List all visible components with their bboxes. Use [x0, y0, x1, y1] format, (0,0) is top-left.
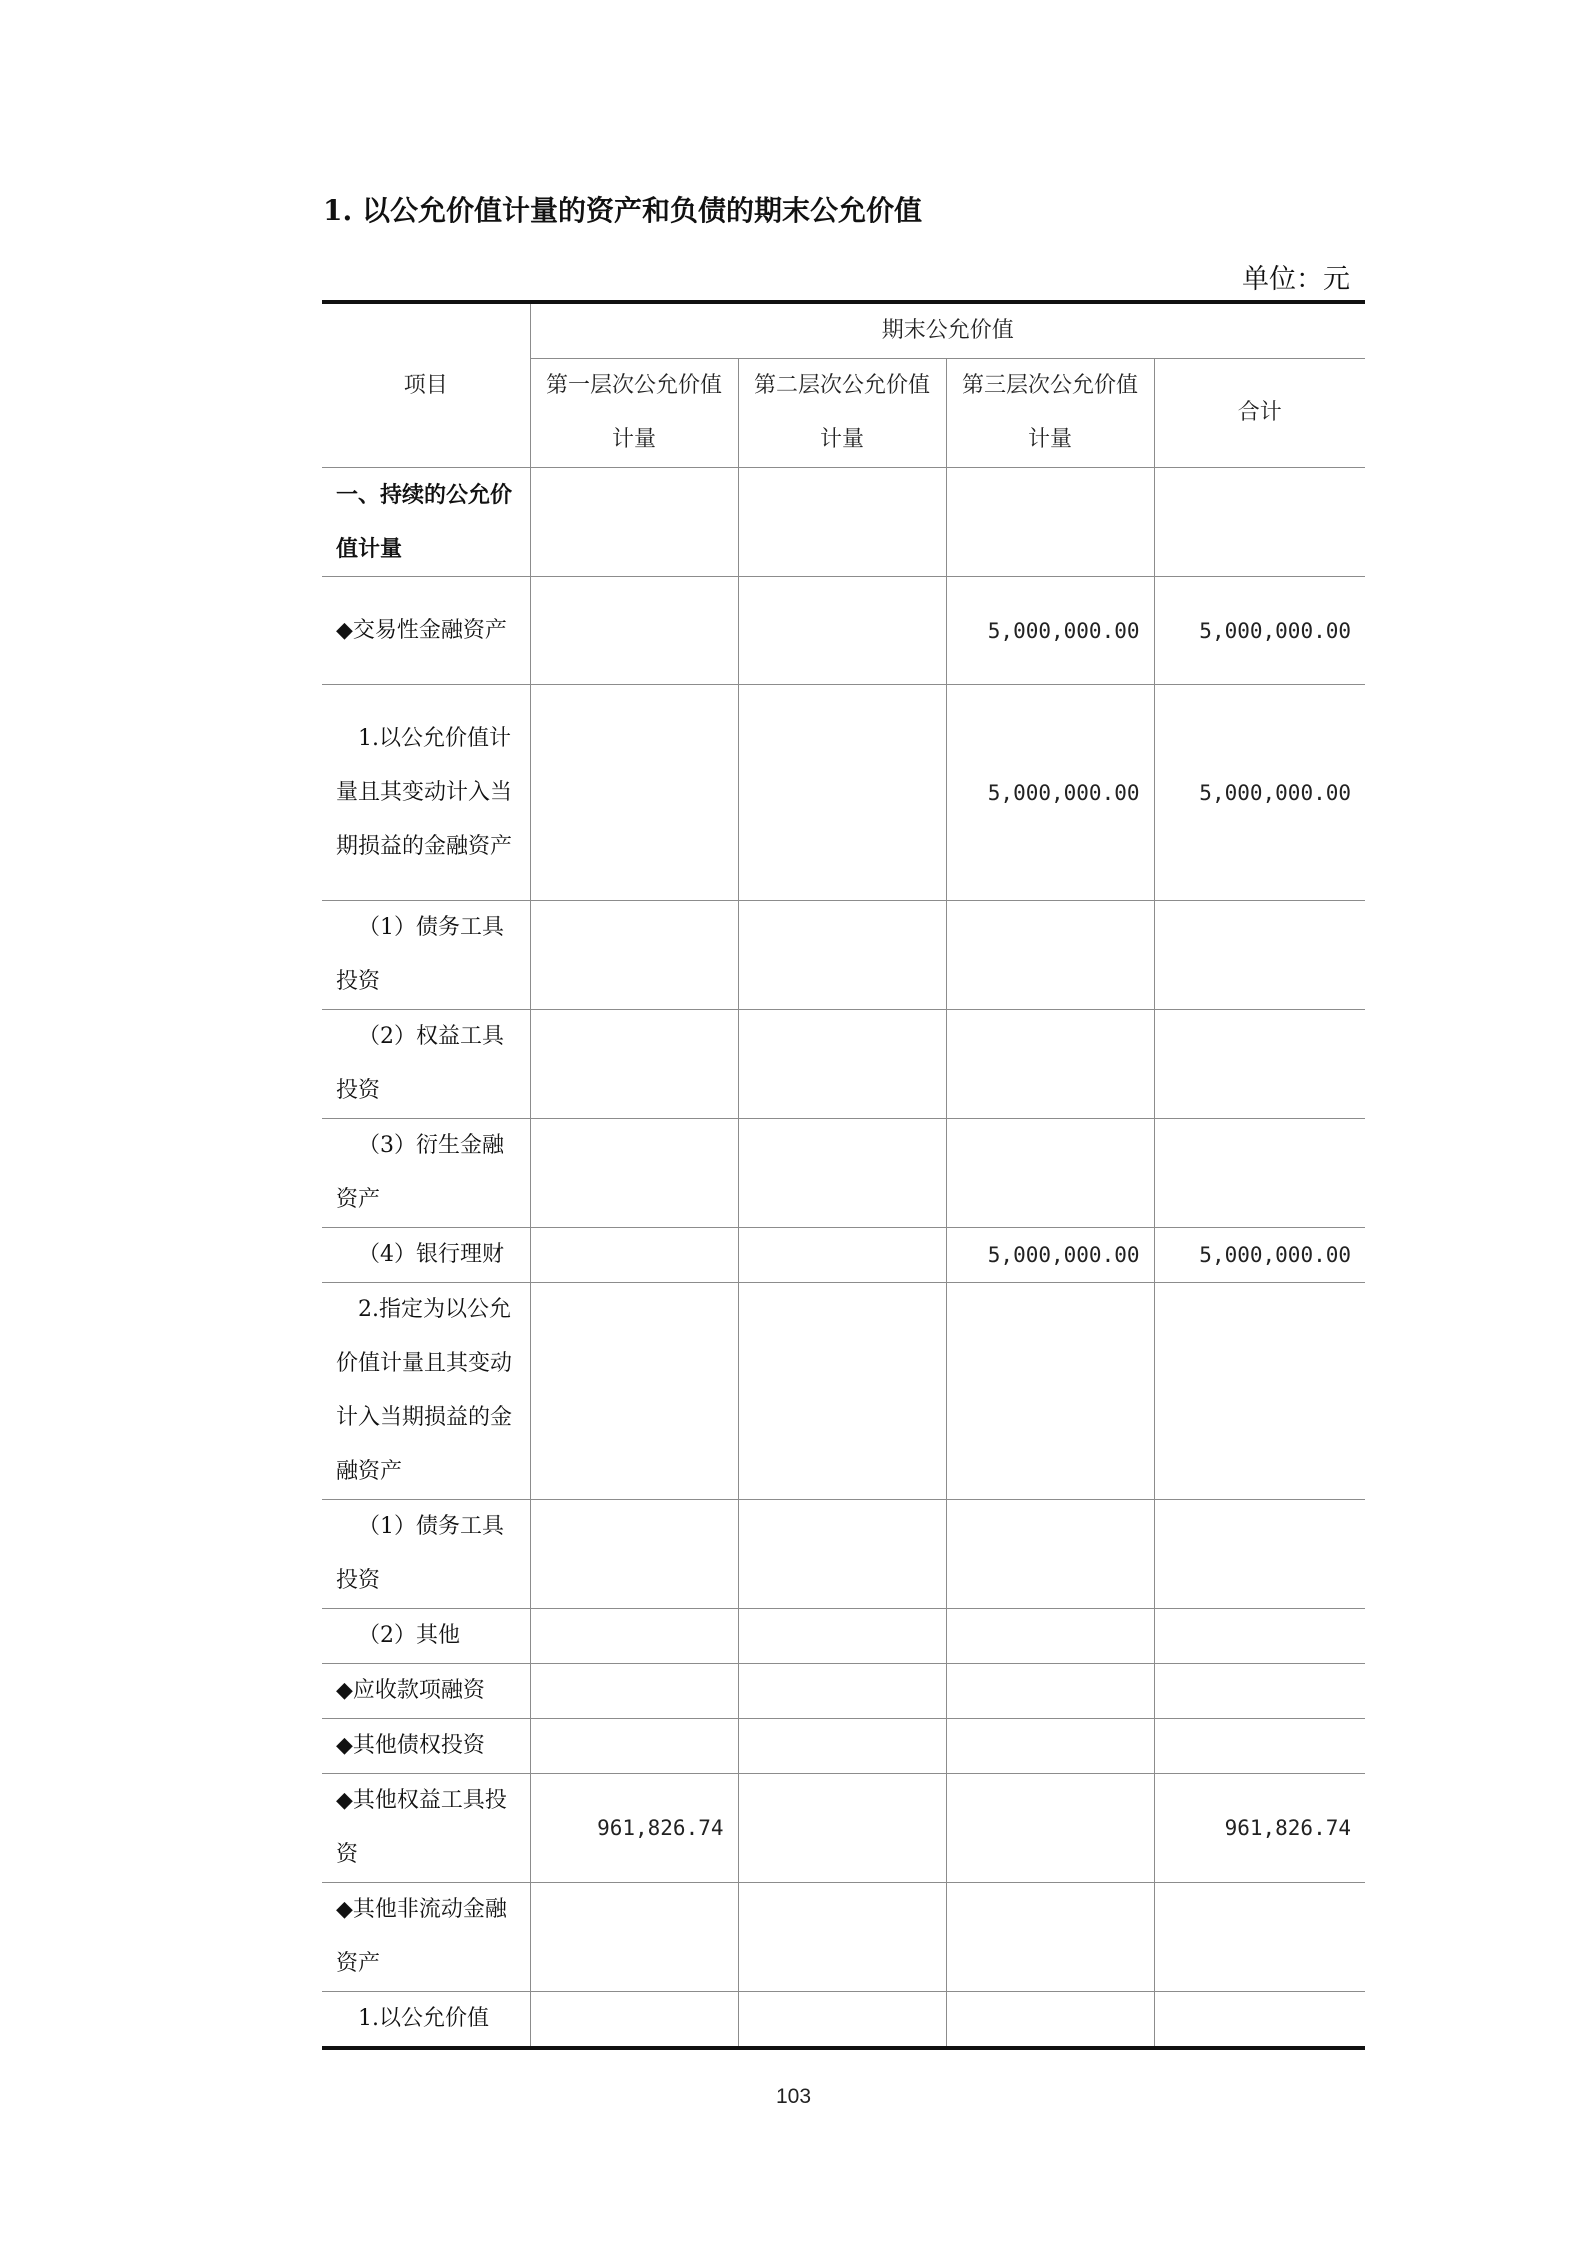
row-level1-cell: [530, 1010, 738, 1119]
table-row: [322, 685, 1365, 901]
header-item: 项目: [322, 302, 530, 468]
row-item-cell: 1.以公允价值计量且其变动计入当期损益的金融资产: [322, 685, 530, 901]
row-item-cell: ◆应收款项融资: [322, 1664, 530, 1719]
table-row: [322, 901, 1365, 1010]
table-header-row: [322, 302, 1365, 359]
row-item-cell: （2）其他: [322, 1609, 530, 1664]
row-level1-cell: [530, 1283, 738, 1500]
row-level2-cell: [738, 1228, 946, 1283]
row-level2-cell: [738, 685, 946, 901]
row-level2-cell: [738, 577, 946, 685]
row-level2-cell: [738, 1283, 946, 1500]
row-item-cell: 1.以公允价值: [322, 1992, 530, 2049]
row-level3-cell: [946, 1500, 1154, 1609]
table-row: [322, 1883, 1365, 1992]
header-total: 合计: [1154, 359, 1365, 468]
row-level3-cell: [946, 1119, 1154, 1228]
row-total-cell: 5,000,000.00: [1154, 685, 1365, 901]
row-level1-cell: [530, 1228, 738, 1283]
header-level1: 第一层次公允价值计量: [530, 359, 738, 468]
row-level1-cell: 961,826.74: [530, 1774, 738, 1883]
row-level3-cell: 5,000,000.00: [946, 1228, 1154, 1283]
row-item-cell: （3）衍生金融资产: [322, 1119, 530, 1228]
header-level3: 第三层次公允价值计量: [946, 359, 1154, 468]
row-level3-cell: [946, 1010, 1154, 1119]
row-total-cell: [1154, 1609, 1365, 1664]
table-row: [322, 1283, 1365, 1500]
row-level3-cell: 5,000,000.00: [946, 685, 1154, 901]
row-level1-cell: [530, 1119, 738, 1228]
row-item-cell: ◆交易性金融资产: [322, 577, 530, 685]
header-level2: 第二层次公允价值计量: [738, 359, 946, 468]
section-heading: 1. 以公允价值计量的资产和负债的期末公允价值: [323, 194, 922, 227]
fair-value-table: [322, 300, 1365, 2050]
table-row: [322, 1500, 1365, 1609]
row-level3-cell: [946, 468, 1154, 577]
row-total-cell: [1154, 1283, 1365, 1500]
row-level3-cell: [946, 1664, 1154, 1719]
row-item-cell: （1）债务工具投资: [322, 1500, 530, 1609]
table-row: [322, 1719, 1365, 1774]
row-level1-cell: [530, 1609, 738, 1664]
row-level3-cell: [946, 1883, 1154, 1992]
row-item-cell: （2）权益工具投资: [322, 1010, 530, 1119]
row-level2-cell: [738, 1609, 946, 1664]
row-level1-cell: [530, 901, 738, 1010]
row-item-cell: （4）银行理财: [322, 1228, 530, 1283]
row-level2-cell: [738, 1992, 946, 2049]
row-level1-cell: [530, 1719, 738, 1774]
row-level2-cell: [738, 468, 946, 577]
table-body: [322, 468, 1365, 2049]
row-level1-cell: [530, 577, 738, 685]
table-row: [322, 1992, 1365, 2049]
row-level1-cell: [530, 1664, 738, 1719]
row-total-cell: [1154, 468, 1365, 577]
table-row: [322, 1228, 1365, 1283]
row-level1-cell: [530, 685, 738, 901]
row-total-cell: [1154, 1010, 1365, 1119]
row-level2-cell: [738, 1500, 946, 1609]
table-row: [322, 1119, 1365, 1228]
row-level2-cell: [738, 1719, 946, 1774]
row-level3-cell: [946, 1719, 1154, 1774]
row-level2-cell: [738, 1664, 946, 1719]
row-level2-cell: [738, 1883, 946, 1992]
row-item-cell: ◆其他权益工具投资: [322, 1774, 530, 1883]
row-level1-cell: [530, 468, 738, 577]
row-item-cell: ◆其他债权投资: [322, 1719, 530, 1774]
row-total-cell: 5,000,000.00: [1154, 1228, 1365, 1283]
row-total-cell: [1154, 1500, 1365, 1609]
row-level2-cell: [738, 1774, 946, 1883]
row-total-cell: [1154, 1992, 1365, 2049]
row-item-cell: 一、持续的公允价值计量: [322, 468, 530, 577]
table-row: [322, 577, 1365, 685]
row-level3-cell: [946, 901, 1154, 1010]
row-level3-cell: [946, 1283, 1154, 1500]
header-period-end-fair-value: 期末公允价值: [530, 302, 1365, 359]
row-total-cell: [1154, 901, 1365, 1010]
table-row: [322, 1774, 1365, 1883]
row-total-cell: 961,826.74: [1154, 1774, 1365, 1883]
row-total-cell: [1154, 1119, 1365, 1228]
table-row: [322, 468, 1365, 577]
row-level3-cell: [946, 1609, 1154, 1664]
row-level1-cell: [530, 1992, 738, 2049]
row-total-cell: [1154, 1883, 1365, 1992]
row-item-cell: （1）债务工具投资: [322, 901, 530, 1010]
row-item-cell: ◆其他非流动金融资产: [322, 1883, 530, 1992]
row-level2-cell: [738, 1119, 946, 1228]
unit-label: 单位：元: [1242, 264, 1350, 295]
table-row: [322, 1609, 1365, 1664]
row-level2-cell: [738, 901, 946, 1010]
row-level1-cell: [530, 1883, 738, 1992]
table-row: [322, 1010, 1365, 1119]
page-number: 103: [775, 2085, 812, 2108]
row-level3-cell: [946, 1992, 1154, 2049]
row-item-cell: 2.指定为以公允价值计量且其变动计入当期损益的金融资产: [322, 1283, 530, 1500]
row-total-cell: [1154, 1719, 1365, 1774]
row-level1-cell: [530, 1500, 738, 1609]
row-total-cell: 5,000,000.00: [1154, 577, 1365, 685]
row-level2-cell: [738, 1010, 946, 1119]
table-row: [322, 1664, 1365, 1719]
row-level3-cell: [946, 1774, 1154, 1883]
row-total-cell: [1154, 1664, 1365, 1719]
row-level3-cell: 5,000,000.00: [946, 577, 1154, 685]
